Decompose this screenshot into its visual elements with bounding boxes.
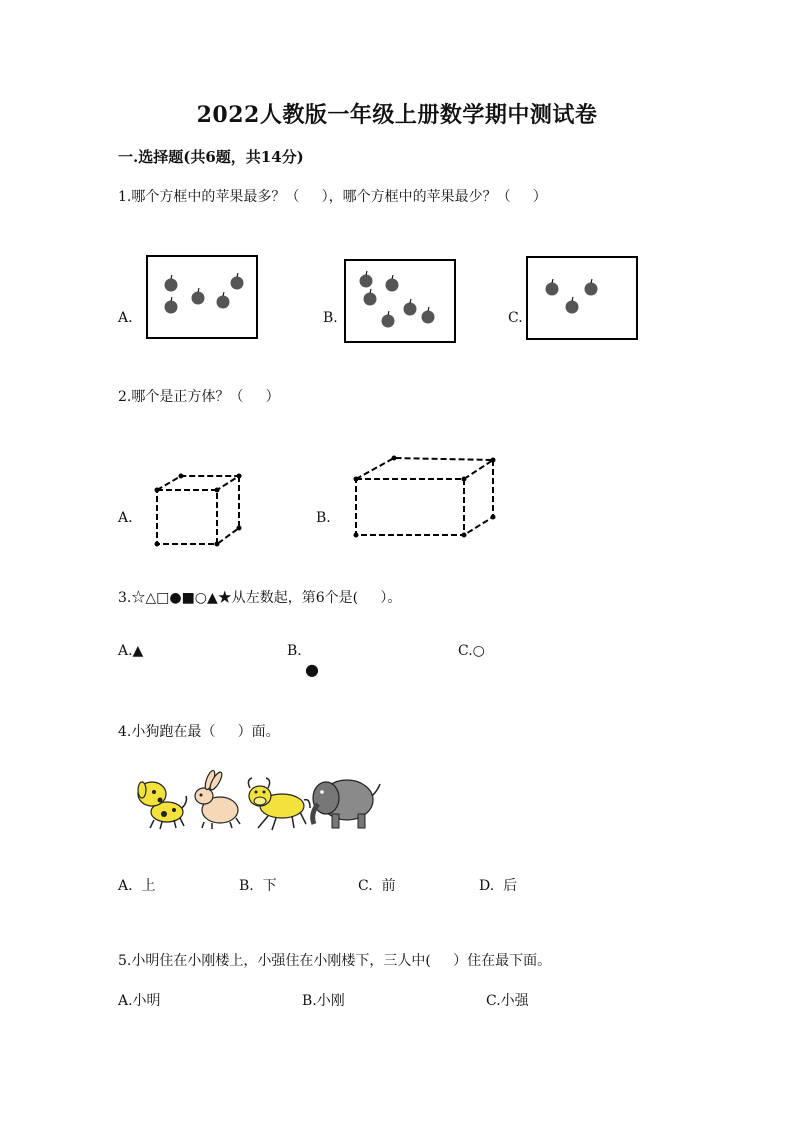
question-1-text: 1.哪个方框中的苹果最多？（ ），哪个方框中的苹果最少？（ ）	[118, 189, 547, 205]
dog-icon	[138, 782, 187, 829]
q2-cuboid-figure[interactable]	[350, 452, 500, 542]
q3-option-b[interactable]: B.	[287, 643, 302, 659]
q3-option-c[interactable]: C.○	[458, 643, 485, 659]
question-4-text: 4.小狗跑在最（ ）面。	[118, 724, 280, 740]
q5-option-c[interactable]: C.小强	[486, 993, 529, 1009]
q2-cube-figure[interactable]	[150, 470, 245, 550]
q1-option-a-label: A.	[118, 310, 133, 326]
q2-option-a-label: A.	[118, 510, 133, 526]
section-heading: 一.选择题(共6题，共14分)	[118, 148, 304, 166]
rabbit-icon	[195, 770, 240, 829]
q1-apple-box-c[interactable]	[526, 256, 638, 340]
q1-option-c-label: C.	[508, 310, 523, 326]
page-title: 2022人教版一年级上册数学期中测试卷	[196, 102, 598, 128]
q4-animals-picture	[132, 770, 382, 832]
q4-option-c[interactable]: C. 前	[358, 878, 396, 894]
q4-option-b[interactable]: B. 下	[239, 878, 277, 894]
q5-option-b[interactable]: B.小刚	[302, 993, 345, 1009]
q5-option-a[interactable]: A.小明	[118, 993, 161, 1009]
question-3-text: 3.☆△□●■○▲★从左数起，第6个是( ）。	[118, 590, 402, 606]
q4-option-d[interactable]: D. 后	[479, 878, 518, 894]
q1-option-b-label: B.	[323, 310, 338, 326]
q1-apple-box-a[interactable]	[146, 255, 258, 339]
question-5-text: 5.小明住在小刚楼上，小强住在小刚楼下，三人中( ）住在最下面。	[118, 953, 552, 969]
question-2-text: 2.哪个是正方体？（ ）	[118, 389, 280, 405]
q4-option-a[interactable]: A. 上	[118, 878, 156, 894]
q3-option-a[interactable]: A.▲	[118, 643, 144, 659]
cow-icon	[248, 778, 310, 830]
q3-option-b-symbol: ●	[305, 660, 319, 679]
elephant-icon	[313, 780, 380, 828]
q1-apple-box-b[interactable]	[344, 259, 456, 343]
q2-option-b-label: B.	[316, 510, 331, 526]
